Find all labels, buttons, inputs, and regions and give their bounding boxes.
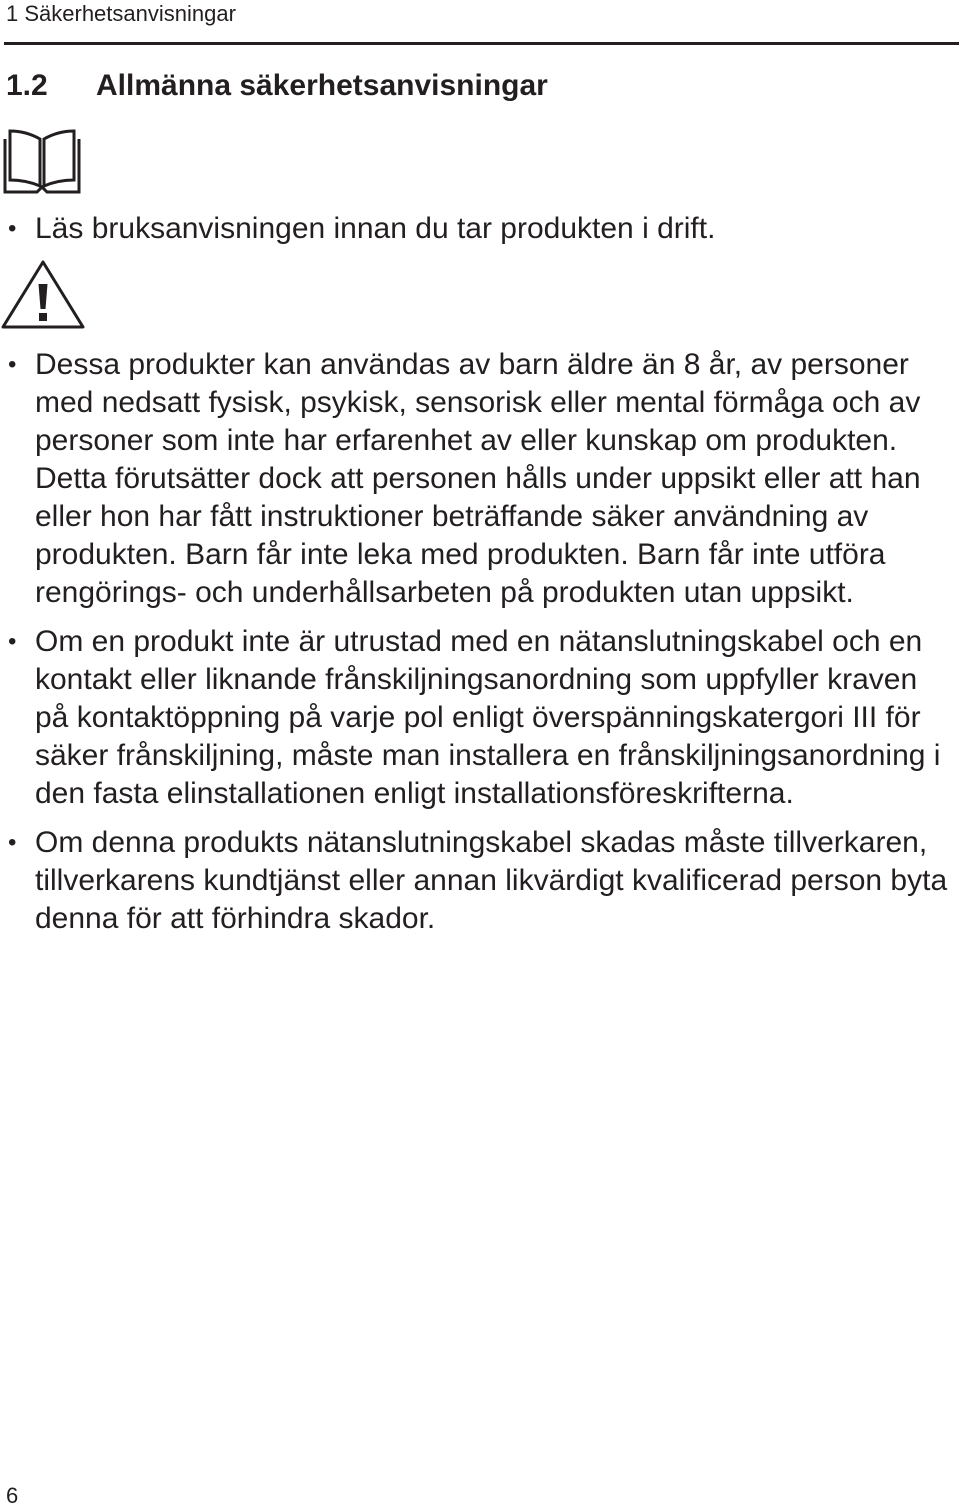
list-item-text: Om denna produkts nätanslutningskabel skadas måste tillverkaren, tillverkarens kundtjänst eller annan likvärdigt kvalificerad person byta denna för att förhindra skador. (35, 826, 948, 935)
page-number: 6 (6, 1483, 19, 1508)
list-item (0, 210, 960, 248)
list-item (0, 824, 960, 938)
running-header: 1 Säkerhetsanvisningar (6, 1, 236, 26)
bullet: • (8, 351, 17, 378)
intro-list (0, 210, 960, 248)
section-number: 1.2 (6, 69, 48, 102)
list-item (0, 346, 960, 612)
list-item-text: Om en produkt inte är utrustad med en nätanslutningskabel och en kontakt eller liknande frånskiljningsanordning som uppfyller kraven på kontaktöppning på varje pol enligt överspänningskatergori III för säker frånskiljning, måste man installera en frånskiljningsanordning i den fasta elinstallationen enligt installationsföreskrifterna. (35, 625, 941, 810)
list-item (0, 623, 960, 813)
book-icon (3, 129, 81, 195)
section-title: Allmänna säkerhetsanvisningar (96, 69, 548, 102)
warning-triangle-icon (0, 258, 86, 330)
list-item-text: Dessa produkter kan användas av barn äldre än 8 år, av personer med nedsatt fysisk, psykisk, sensorisk eller mental förmåga och av personer som inte har erfarenhet av eller kunskap om produkten. Detta förutsätter dock att personen hålls under uppsikt eller att han eller hon har fått instruktioner beträffande säker användning av produkten. Barn får inte leka med produkten. Barn får inte utföra rengörings- och underhållsarbeten på produkten utan uppsikt. (35, 348, 921, 609)
header-rule (4, 42, 959, 45)
bullet: • (8, 829, 17, 856)
bullet: • (8, 628, 17, 655)
warning-list (0, 346, 960, 949)
list-item-text: Läs bruksanvisningen innan du tar produkten i drift. (35, 212, 716, 245)
section-heading (6, 66, 548, 106)
bullet: • (8, 215, 17, 242)
